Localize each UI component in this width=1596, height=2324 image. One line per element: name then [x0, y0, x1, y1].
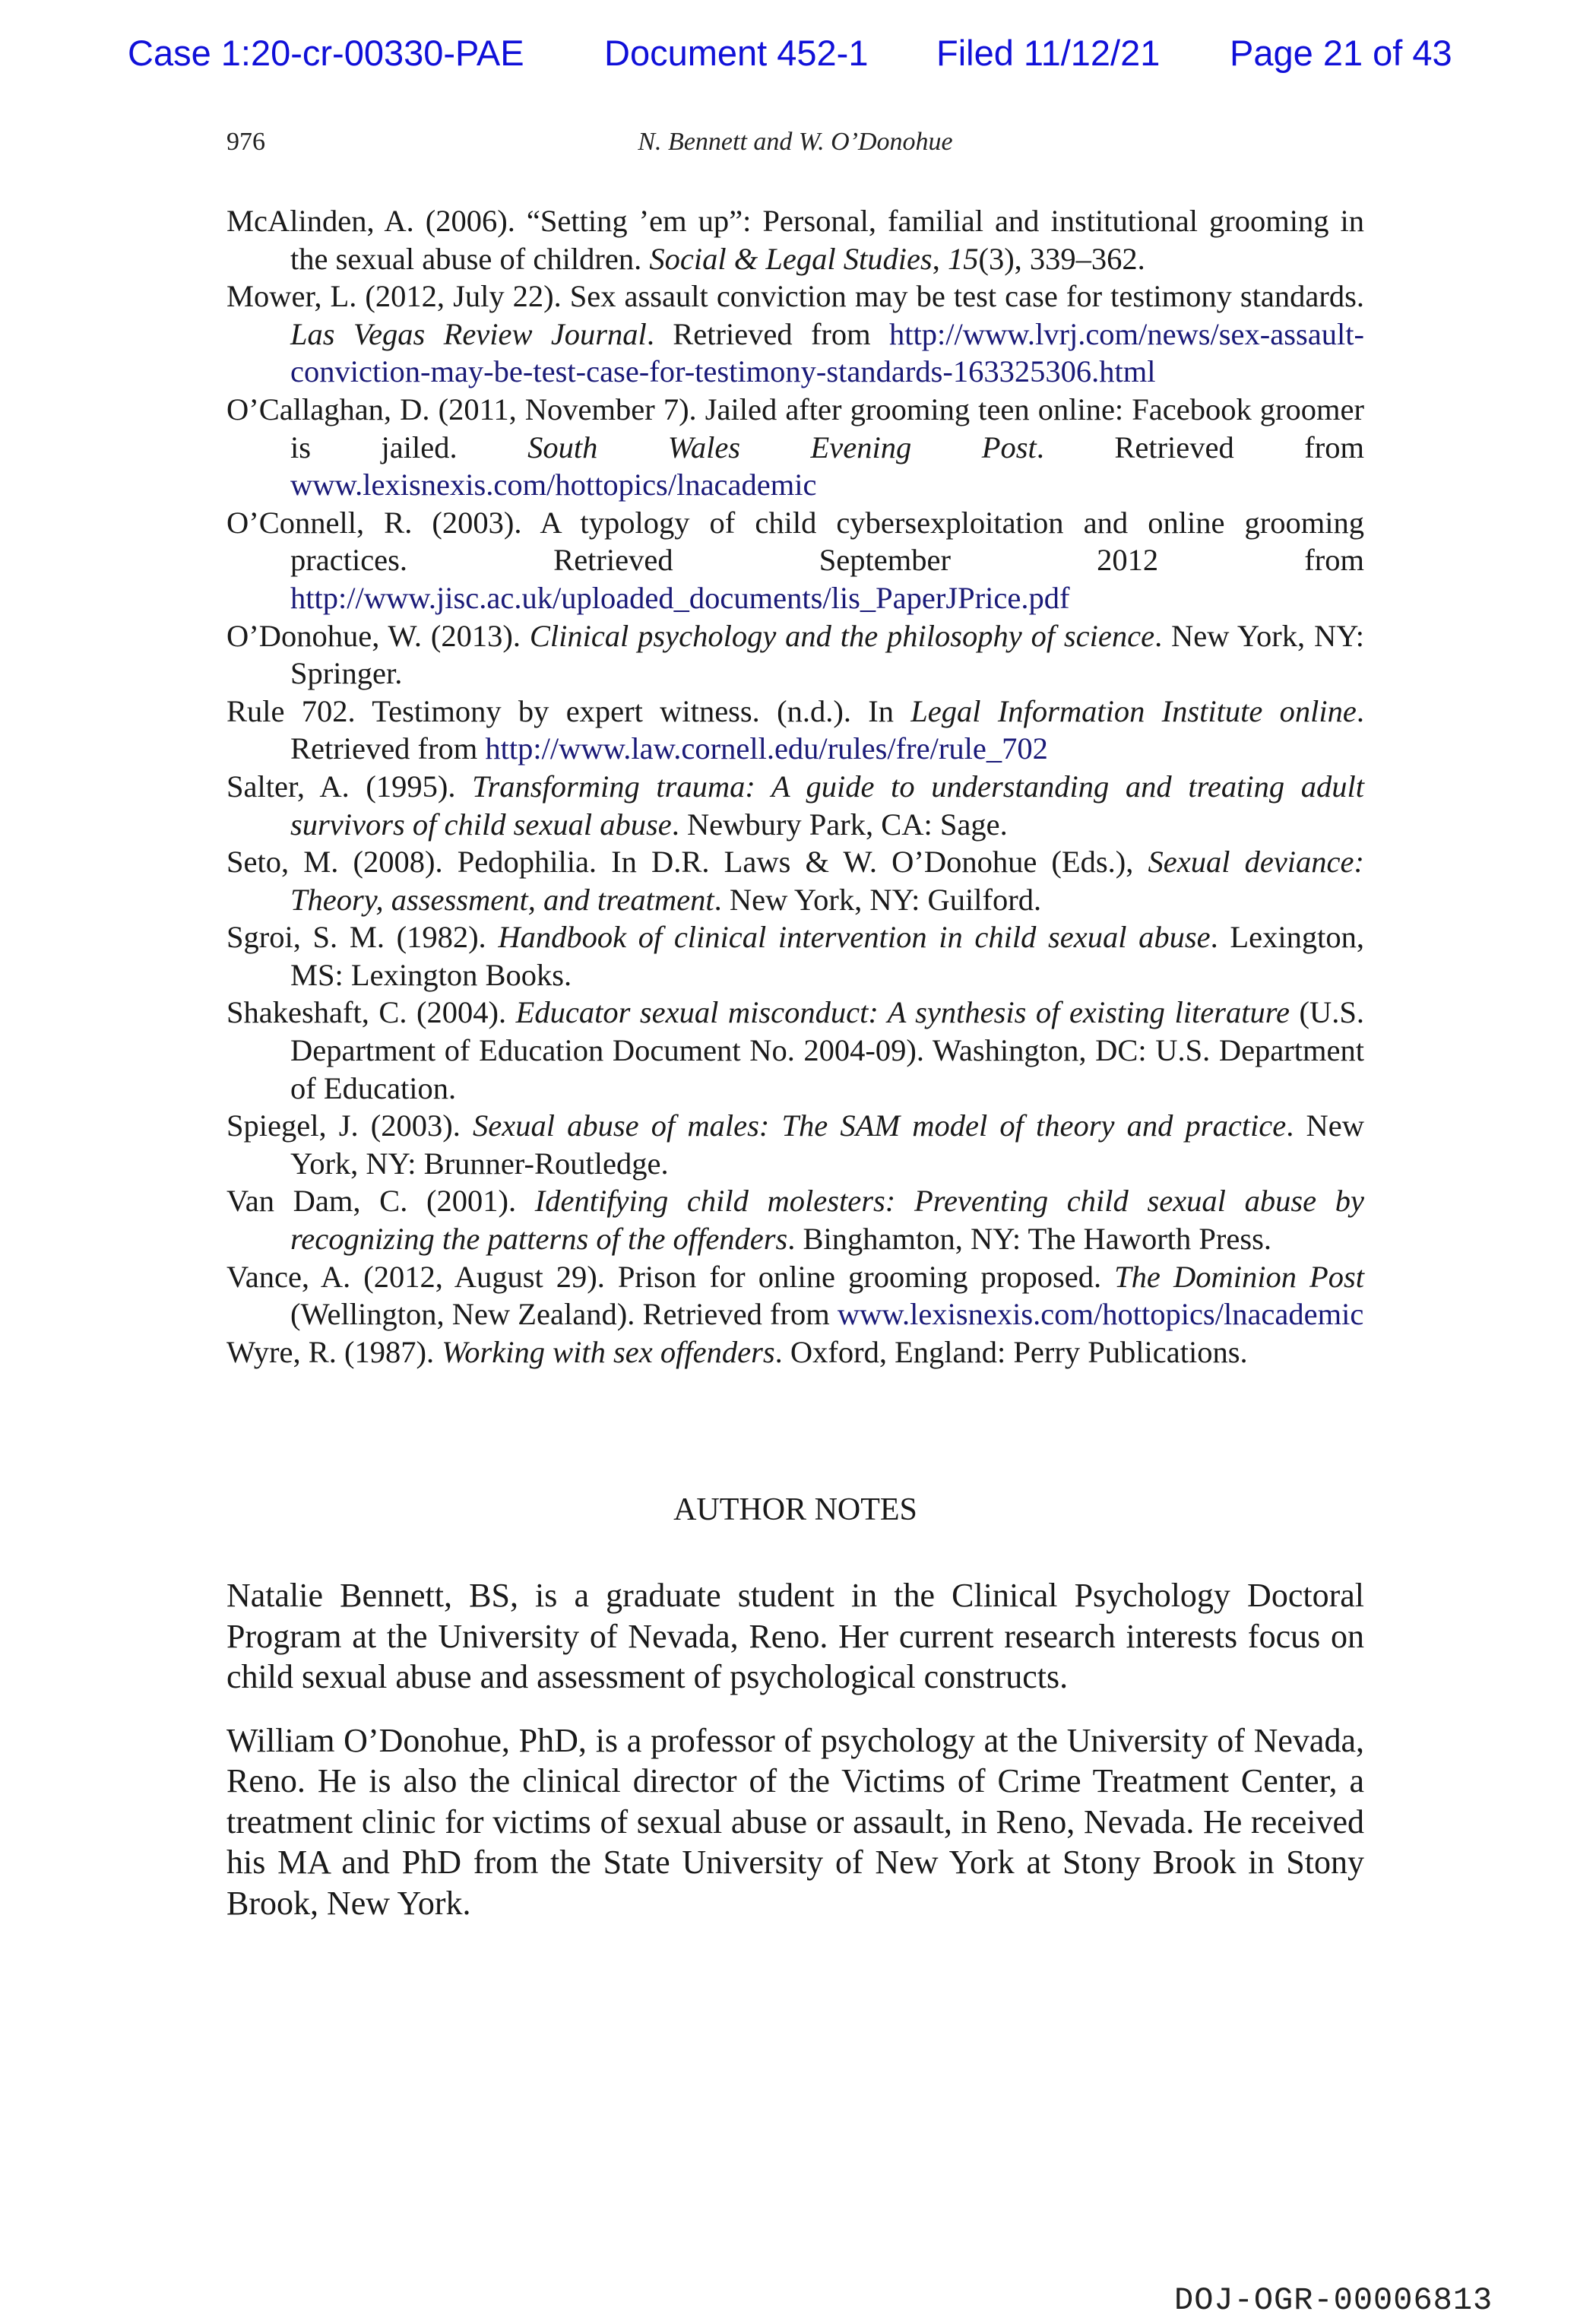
reference-entry [226, 617, 1364, 693]
bates-number: DOJ-OGR-00006813 [1174, 2282, 1493, 2319]
reference-text: . Retrieved from [646, 316, 889, 351]
reference-text: McAlinden, A. (2006). “Setting ’em up”: Personal, familial and institutional grooming in the sexual abuse of children. [226, 204, 1364, 276]
reference-entry [226, 504, 1364, 617]
reference-entry [226, 768, 1364, 843]
reference-title: Clinical psychology and the philosophy of science [529, 618, 1155, 653]
reference-text: Sgroi, S. M. (1982). [226, 920, 499, 955]
reference-text: . New York, NY: Springer. [290, 618, 1364, 691]
reference-entry [226, 843, 1364, 918]
reference-text: Wyre, R. (1987). [226, 1334, 442, 1369]
reference-entry [226, 1182, 1364, 1257]
reference-list [226, 202, 1364, 1371]
author-note-bennett: Natalie Bennett, BS, is a graduate student in the Clinical Psychology Doctoral Program at the University of Nevada, Reno. Her current research interests focus on child sexual abuse and assessment of psychological constructs. [226, 1577, 1364, 1695]
reference-text: . New York, NY: Guilford. [714, 882, 1042, 917]
reference-text: Van Dam, C. (2001). [226, 1184, 535, 1219]
reference-title: Las Vegas Review Journal [290, 316, 647, 351]
reference-link[interactable]: www.lexisnexis.com/hottopics/lnacademic [290, 468, 817, 503]
reference-text: . Binghamton, NY: The Haworth Press. [787, 1222, 1272, 1257]
reference-title: Sexual abuse of males: The SAM model of theory and practice [473, 1108, 1287, 1143]
reference-title: Identifying child molesters: Preventing child sexual abuse by recognizing the patterns of the offenders [290, 1184, 1364, 1257]
author-notes [226, 1575, 1364, 1946]
reference-text: O’Callaghan, D. (2011, November 7). Jailed after grooming teen online: Facebook groomer is jailed. [226, 392, 1364, 464]
author-notes-title: AUTHOR NOTES [673, 1492, 917, 1527]
reference-text: Vance, A. (2012, August 29). Prison for online grooming proposed. [226, 1259, 1115, 1294]
reference-text: . Lexington, MS: Lexington Books. [290, 920, 1364, 992]
reference-title: Sexual deviance: Theory, assessment, and treatment [290, 845, 1364, 917]
reference-entry [226, 277, 1364, 391]
reference-text: . Retrieved from [1036, 430, 1364, 464]
reference-text: . Retrieved from [290, 693, 1364, 766]
reference-title: Transforming trauma: A guide to understanding and treating adult survivors of child sexual abuse [290, 769, 1364, 842]
case-number: Case 1:20-cr-00330-PAE [128, 33, 524, 73]
reference-text: Shakeshaft, C. (2004). [226, 995, 516, 1030]
reference-text: Seto, M. (2008). Pedophilia. In D.R. Laws & W. O’Donohue (Eds.), [226, 845, 1148, 880]
reference-link[interactable]: http://www.lvrj.com/news/sex-assault-conviction-may-be-test-case-for-testimony-standards-163325306.html [290, 316, 1364, 389]
reference-text: Rule 702. Testimony by expert witness. (n.d.). In [226, 693, 911, 728]
reference-entry [226, 918, 1364, 994]
running-head-authors: N. Bennett and W. O’Donohue [638, 128, 953, 156]
reference-text: . Newbury Park, CA: Sage. [671, 807, 1008, 842]
reference-text: , [932, 241, 948, 276]
reference-entry [226, 202, 1364, 277]
reference-entry [226, 391, 1364, 504]
reference-link[interactable]: www.lexisnexis.com/hottopics/lnacademic [837, 1297, 1364, 1332]
reference-link[interactable]: http://www.jisc.ac.uk/uploaded_documents/lis_PaperJPrice.pdf [290, 580, 1070, 615]
reference-volume: 15 [947, 241, 979, 276]
document-number: Document 452-1 [604, 33, 869, 73]
reference-link[interactable]: http://www.law.cornell.edu/rules/fre/rule_702 [485, 731, 1048, 766]
filed-date: Filed 11/12/21 [936, 33, 1161, 73]
reference-title: Handbook of clinical intervention in child sexual abuse [498, 920, 1211, 955]
reference-entry [226, 1107, 1364, 1182]
reference-text: (U.S. Department of Education Document No. 2004-09). Washington, DC: U.S. Department of Education. [290, 995, 1364, 1105]
reference-entry [226, 1258, 1364, 1333]
reference-text: Mower, L. (2012, July 22). Sex assault conviction may be test case for testimony standards. [226, 279, 1364, 314]
reference-text: (3), 339–362. [978, 241, 1145, 276]
page-number: 976 [226, 128, 265, 156]
reference-text: Salter, A. (1995). [226, 769, 473, 804]
reference-text: . New York, NY: Brunner-Routledge. [290, 1108, 1364, 1181]
reference-entry [226, 693, 1364, 768]
reference-title: Working with sex offenders [442, 1334, 775, 1369]
reference-title: Legal Information Institute online [910, 693, 1357, 728]
reference-title: Educator sexual misconduct: A synthesis of existing literature [515, 995, 1290, 1030]
reference-text: . Oxford, England: Perry Publications. [774, 1334, 1248, 1369]
reference-title: South Wales Evening Post [527, 430, 1037, 464]
reference-text: (Wellington, New Zealand). Retrieved from [290, 1297, 838, 1332]
reference-text: Spiegel, J. (2003). [226, 1108, 473, 1143]
page-count: Page 21 of 43 [1230, 33, 1452, 73]
reference-text: O’Donohue, W. (2013). [226, 618, 530, 653]
author-note-odonohue: William O’Donohue, PhD, is a professor of psychology at the University of Nevada, Reno. He is also the clinical director of the Victims of Crime Treatment Center, a treatment clinic for victims of sexual abuse or assault, in Reno, Nevada. He received his MA and PhD from the State University of New York at Stony Brook in Stony Brook, New York. [226, 1721, 1364, 1922]
reference-title: The Dominion Post [1114, 1259, 1364, 1294]
reference-title: Social & Legal Studies [649, 241, 933, 276]
reference-entry [226, 994, 1364, 1107]
reference-entry [226, 1333, 1364, 1371]
reference-text: O’Connell, R. (2003). A typology of child cybersexploitation and online grooming practices. Retrieved September 2012 from [226, 505, 1364, 578]
